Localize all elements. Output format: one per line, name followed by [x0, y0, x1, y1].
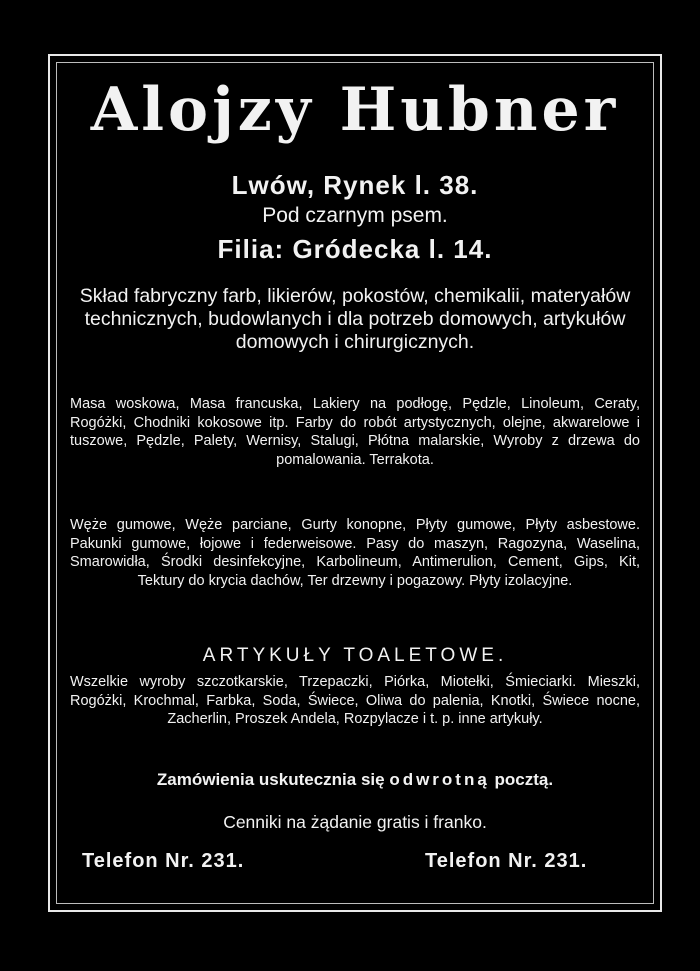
orders-text-before: Zamówienia uskutecznia się	[156, 770, 390, 789]
phone-left: Telefon Nr. 231.	[82, 850, 245, 872]
price-list-line: Cenniki na żądanie gratis i franko.	[223, 812, 487, 832]
orders-line	[70, 770, 640, 790]
intro-paragraph: Skład fabryczny farb, likierów, pokostów, chemikalii, materyałów technicznych, budowlanych i dla potrzeb domowych, artykułów domowych i chirurgicznych.	[79, 285, 631, 353]
toiletries-paragraph: Wszelkie wyroby szczotkarskie, Trzepaczki, Piórka, Miotełki, Śmieciarki. Mieszki, Rogóżki, Krochmal, Farbka, Soda, Świece, Oliwa do palenia, Knotki, Świece nocne, Zacherlin, Proszek Andela, Rozpylacze i t. p. inne artykuły.	[70, 674, 640, 727]
paints-paragraph: Masa woskowa, Masa francuska, Lakiery na podłogę, Pędzle, Linoleum, Ceraty, Rogóżki, Chodniki kokosowe itp. Farby do robót artystycznych, olejne, akwarelowe i tuszowe, Pędzle, Palety, Wernisy, Stalugi, Płótna malarskie, Wyroby z drzewa do pomalowania. Terrakota.	[70, 396, 640, 468]
orders-text-spaced: odwrotną	[389, 770, 490, 789]
address-branch: Filia: Gródecka l. 14.	[217, 234, 493, 264]
technical-paragraph: Węże gumowe, Węże parciane, Gurty konopne, Płyty gumowe, Płyty asbestowe. Pakunki gumowe, łojowe i federweisowe. Pasy do maszyn, Ragozyna, Waselina, Smarowidła, Środki desinfekcyjne, Karbolineum, Antimerulion, Cement, Gips, Kit, Tektury do krycia dachów, Ter drzewny i pogazowy. Płyty izolacyjne.	[70, 517, 640, 589]
toiletries-heading: ARTYKUŁY TOALETOWE.	[202, 645, 508, 666]
shop-title: Alojzy Hubner	[90, 75, 620, 145]
phone-right: Telefon Nr. 231.	[425, 850, 588, 872]
address-sign: Pod czarnym psem.	[262, 204, 448, 227]
address-main: Lwów, Rynek l. 38.	[231, 170, 479, 200]
orders-text-after: pocztą.	[489, 770, 554, 789]
